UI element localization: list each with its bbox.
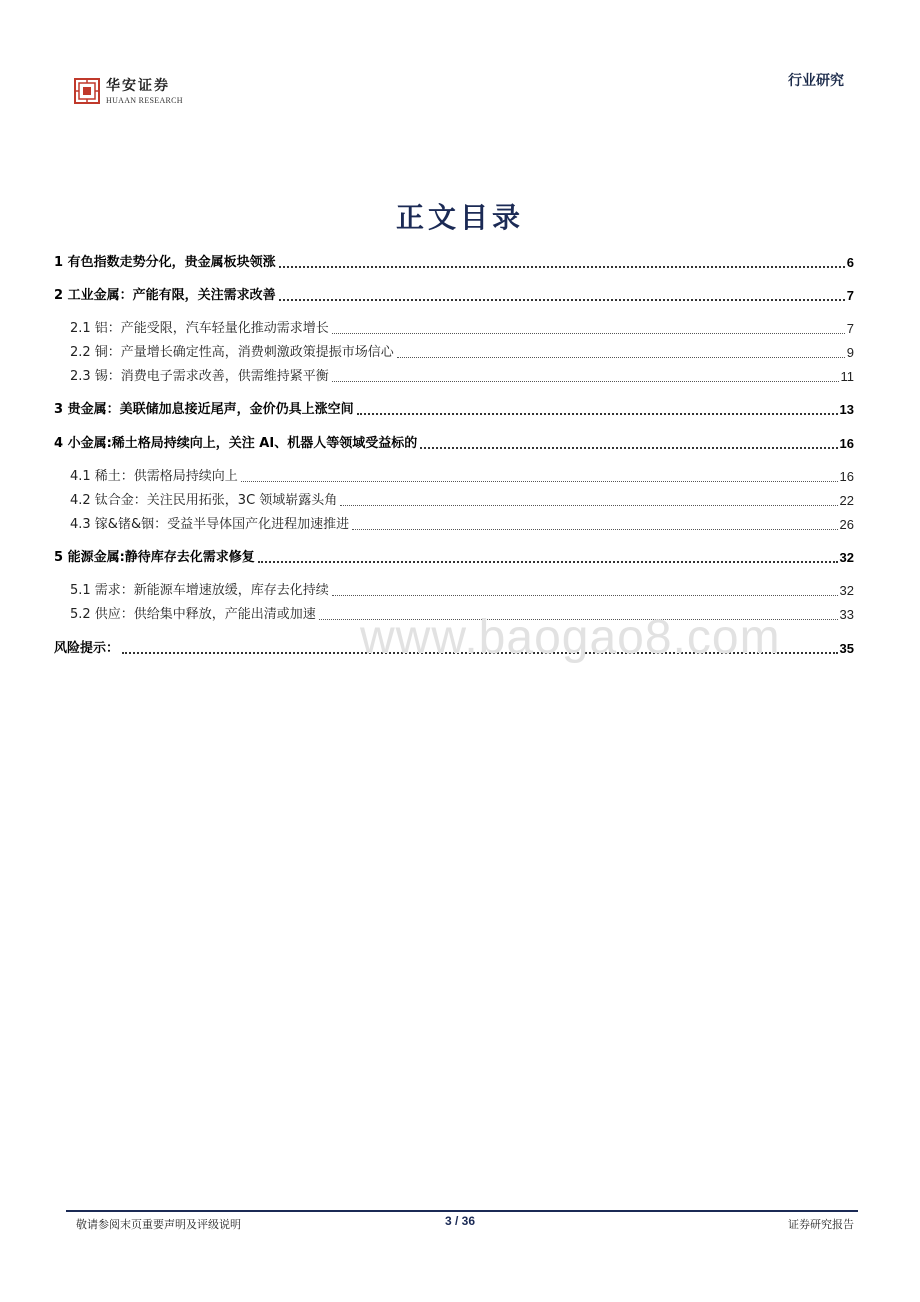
toc-item-page: 32	[839, 583, 854, 598]
toc-item-section-4-2[interactable]	[70, 490, 854, 510]
toc-item-section-3[interactable]	[54, 399, 854, 419]
toc-leader-dots	[332, 381, 839, 382]
toc-item-page: 7	[846, 321, 854, 336]
toc-item-page: 16	[839, 436, 854, 451]
toc-item-section-2-2[interactable]	[70, 342, 854, 362]
toc-item-section-4[interactable]	[54, 433, 854, 453]
toc-item-page: 9	[846, 345, 854, 360]
logo-english-name: HUAAN RESEARCH	[106, 96, 183, 105]
toc-item-label: 4 小金属:稀土格局持续向上，关注 AI、机器人等领域受益标的	[54, 436, 418, 451]
toc-item-page: 16	[839, 469, 854, 484]
toc-leader-dots	[279, 266, 845, 268]
toc-item-label: 5.2 供应：供给集中释放，产能出清或加速	[70, 607, 316, 622]
toc-leader-dots	[332, 333, 845, 334]
toc-item-section-4-3[interactable]	[70, 514, 854, 534]
toc-leader-dots	[279, 299, 845, 301]
toc-item-page: 32	[839, 550, 854, 565]
logo-chinese-name: 华安证券	[106, 78, 170, 94]
toc-leader-dots	[332, 595, 838, 596]
toc-leader-dots	[258, 561, 838, 563]
report-type: 行业研究	[788, 73, 844, 89]
toc-leader-dots	[352, 529, 837, 530]
toc-item-page: 22	[839, 493, 854, 508]
toc-item-page: 7	[846, 288, 854, 303]
toc-item-label: 4.3 镓&锗&铟：受益半导体国产化进程加速推进	[70, 517, 350, 532]
toc-item-page: 33	[839, 607, 854, 622]
toc-item-section-5[interactable]	[54, 547, 854, 567]
toc-item-page: 13	[839, 402, 854, 417]
toc-item-page: 35	[839, 641, 854, 656]
toc-item-label: 2.2 铜：产量增长确定性高，消费刺激政策提振市场信心	[70, 345, 394, 360]
toc-item-label: 风险提示：	[54, 641, 120, 656]
company-logo	[74, 78, 183, 106]
toc-item-label: 5.1 需求：新能源车增速放缓，库存去化持续	[70, 583, 329, 598]
toc-item-label: 5 能源金属:静待库存去化需求修复	[54, 550, 255, 565]
toc-item-label: 3 贵金属：美联储加息接近尾声，金价仍具上涨空间	[54, 402, 354, 417]
toc-item-section-2-1[interactable]	[70, 318, 854, 338]
toc-item-label: 2.1 铝：产能受限，汽车轻量化推动需求增长	[70, 321, 329, 336]
toc-leader-dots	[340, 505, 837, 506]
footer-disclaimer: 敬请参阅末页重要声明及评级说明	[76, 1218, 241, 1231]
toc-leader-dots	[397, 357, 845, 358]
toc-item-label: 2 工业金属：产能有限，关注需求改善	[54, 288, 276, 303]
toc-item-section-2-3[interactable]	[70, 366, 854, 386]
toc-item-section-4-1[interactable]	[70, 466, 854, 486]
toc-item-section-1[interactable]	[54, 252, 854, 272]
toc-leader-dots	[420, 447, 837, 449]
toc-item-page: 11	[840, 369, 854, 384]
toc-item-label: 1 有色指数走势分化，贵金属板块领涨	[54, 255, 276, 270]
toc-leader-dots	[357, 413, 838, 415]
toc-item-section-5-1[interactable]	[70, 580, 854, 600]
toc-leader-dots	[241, 481, 838, 482]
page-header	[0, 0, 920, 130]
toc-item-page: 6	[846, 255, 854, 270]
toc-item-label: 2.3 锡：消费电子需求改善，供需维持紧平衡	[70, 369, 329, 384]
toc-title: 正文目录	[395, 201, 524, 234]
toc-item-page: 26	[839, 517, 854, 532]
footer-divider	[66, 1210, 858, 1212]
page-number: 3 / 36	[444, 1214, 476, 1228]
huaan-seal-icon	[74, 78, 100, 104]
footer-report-label: 证券研究报告	[788, 1218, 854, 1231]
toc-item-section-2[interactable]	[54, 285, 854, 305]
watermark: www.baogao8.com	[360, 611, 781, 664]
toc-item-label: 4.1 稀土：供需格局持续向上	[70, 469, 238, 484]
toc-item-label: 4.2 钛合金：关注民用拓张，3C 领域崭露头角	[70, 493, 338, 508]
